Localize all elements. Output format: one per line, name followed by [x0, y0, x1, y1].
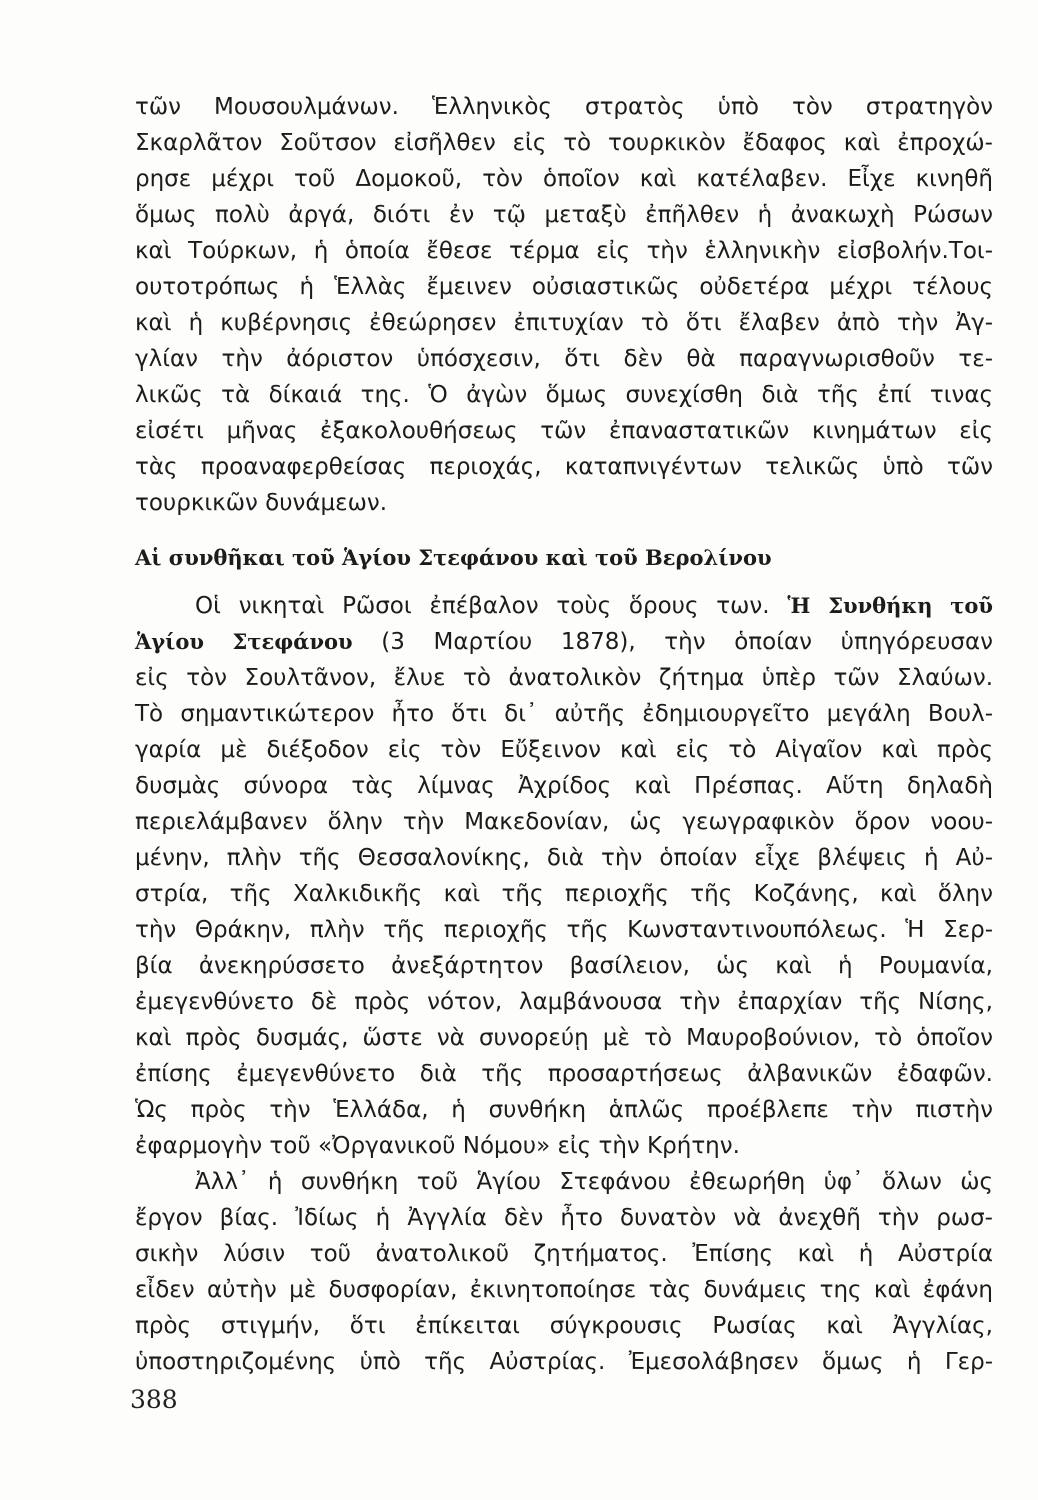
- text-line: Σκαρλᾶτον Σοῦτσον εἰσῆλθεν εἰς τὸ τουρκικὸν ἔδαφος καὶ ἐπροχώ-: [135, 130, 993, 156]
- text-line: εἰσέτι μῆνας ἐξακολουθήσεως τῶν ἐπαναστατικῶν κινημάτων εἰς: [135, 418, 993, 444]
- section-heading: Αἱ συνθῆκαι τοῦ Ἁγίου Στεφάνου καὶ τοῦ Βερολίνου: [135, 545, 772, 570]
- text-line: ἐφαρμογὴν τοῦ «Ὀργανικοῦ Νόμου» εἰς τὴν Κρήτην.: [135, 1133, 740, 1159]
- text-line: ἔργον βίας. Ἰδίως ἡ Ἀγγλία δὲν ἦτο δυνατὸν νὰ ἀνεχθῆ τὴν ρωσ-: [135, 1205, 993, 1231]
- text-span: Οἱ νικηταὶ Ρῶσοι ἐπέβαλον τοὺς ὅρους των.: [195, 593, 770, 619]
- text-line: ουτοτρόπως ἡ Ἑλλὰς ἔμεινεν οὐσιαστικῶς οὐδετέρα μέχρι τέλους: [135, 274, 993, 300]
- text-line: Ἀλλ᾽ ἡ συνθήκη τοῦ Ἁγίου Στεφάνου ἐθεωρήθη ὑφ᾽ ὅλων ὡς: [195, 1169, 993, 1195]
- text-line: ἐμεγενθύνετο δὲ πρὸς νότον, λαμβάνουσα τὴν ἐπαρχίαν τῆς Νίσης,: [135, 989, 993, 1015]
- text-line: λικῶς τὰ δίκαιά της. Ὁ ἀγὼν ὅμως συνεχίσθη διὰ τῆς ἐπί τινας: [135, 382, 993, 408]
- text-line: καὶ ἡ κυβέρνησις ἐθεώρησεν ἐπιτυχίαν τὸ ὅτι ἔλαβεν ἀπὸ τὴν Ἀγ-: [135, 310, 993, 336]
- text-line: δυσμὰς σύνορα τὰς λίμνας Ἀχρίδος καὶ Πρέσπας. Αὕτη δηλαδὴ: [135, 773, 993, 799]
- text-line: τὰς προαναφερθείσας περιοχάς, καταπνιγέντων τελικῶς ὑπὸ τῶν: [135, 454, 993, 480]
- paragraph-1: [135, 89, 993, 521]
- text-line: εἰς τὸν Σουλτᾶνον, ἔλυε τὸ ἀνατολικὸν ζήτημα ὑπὲρ τῶν Σλαύων.: [135, 665, 993, 691]
- text-line: γλίαν τὴν ἀόριστον ὑπόσχεσιν, ὅτι δὲν θὰ παραγνωρισθοῦν τε-: [135, 346, 993, 372]
- text-line: τουρκικῶν δυνάμεων.: [135, 490, 388, 516]
- text-line: καὶ πρὸς δυσμάς, ὥστε νὰ συνορεύῃ μὲ τὸ Μαυροβούνιον, τὸ ὁποῖον: [135, 1025, 993, 1051]
- text-line: Τὸ σημαντικώτερον ἦτο ὅτι δι᾽ αὐτῆς ἐδημιουργεῖτο μεγάλη Βουλ-: [135, 701, 993, 727]
- text-line: ρησε μέχρι τοῦ Δομοκοῦ, τὸν ὁποῖον καὶ κατέλαβεν. Εἶχε κινηθῆ: [135, 166, 993, 192]
- text-line: μένην, πλὴν τῆς Θεσσαλονίκης, διὰ τὴν ὁποίαν εἶχε βλέψεις ἡ Αὐ-: [135, 845, 993, 871]
- text-line: στρία, τῆς Χαλκιδικῆς καὶ τῆς περιοχῆς τῆς Κοζάνης, καὶ ὅλην: [135, 881, 993, 907]
- text-line: περιελάμβανεν ὅλην τὴν Μακεδονίαν, ὡς γεωγραφικὸν ὅρον νοου-: [135, 809, 993, 835]
- text-line: σικὴν λύσιν τοῦ ἀνατολικοῦ ζητήματος. Ἐπίσης καὶ ἡ Αὐστρία: [135, 1241, 993, 1267]
- text-line: καὶ Τούρκων, ἡ ὁποία ἔθεσε τέρμα εἰς τὴν ἑλληνικὴν εἰσβολήν.Τοι-: [135, 238, 993, 264]
- text-line: [135, 624, 993, 660]
- text-line: ὑποστηριζομένης ὑπὸ τῆς Αὐστρίας. Ἐμεσολάβησεν ὅμως ἡ Γερ-: [135, 1349, 993, 1375]
- page-number: 388: [130, 1385, 178, 1414]
- paragraph-2: [135, 588, 993, 1164]
- text-line: τὴν Θράκην, πλὴν τῆς περιοχῆς τῆς Κωνσταντινουπόλεως. Ἡ Σερ-: [135, 917, 993, 943]
- text-line: βία ἀνεκηρύσσετο ἀνεξάρτητον βασίλειον, ὡς καὶ ἡ Ρουμανία,: [135, 953, 993, 979]
- bold-term: Ἁγίου Στεφάνου: [135, 629, 353, 654]
- text-span: (3 Μαρτίου 1878), τὴν ὁποίαν ὑπηγόρευσαν: [381, 629, 994, 655]
- text-line: τῶν Μουσουλμάνων. Ἑλληνικὸς στρατὸς ὑπὸ τὸν στρατηγὸν: [135, 94, 993, 120]
- text-line: ἐπίσης ἐμεγενθύνετο διὰ τῆς προσαρτήσεως ἀλβανικῶν ἐδαφῶν.: [135, 1061, 993, 1087]
- text-line: εἶδεν αὐτὴν μὲ δυσφορίαν, ἐκινητοποίησε τὰς δυνάμεις της καὶ ἐφάνη: [135, 1277, 993, 1303]
- text-line: πρὸς στιγμήν, ὅτι ἐπίκειται σύγκρουσις Ρωσίας καὶ Ἀγγλίας,: [135, 1313, 993, 1339]
- text-line: [135, 588, 993, 624]
- text-line: ὅμως πολὺ ἀργά, διότι ἐν τῷ μεταξὺ ἐπῆλθεν ἡ ἀνακωχὴ Ρώσων: [135, 202, 993, 228]
- bold-term: Ἡ Συνθήκη τοῦ: [787, 593, 993, 618]
- paragraph-3: [135, 1164, 993, 1380]
- text-line: Ὡς πρὸς τὴν Ἑλλάδα, ἡ συνθήκη ἁπλῶς προέβλεπε τὴν πιστὴν: [135, 1097, 993, 1123]
- text-line: γαρία μὲ διέξοδον εἰς τὸν Εὔξεινον καὶ εἰς τὸ Αἰγαῖον καὶ πρὸς: [135, 737, 993, 763]
